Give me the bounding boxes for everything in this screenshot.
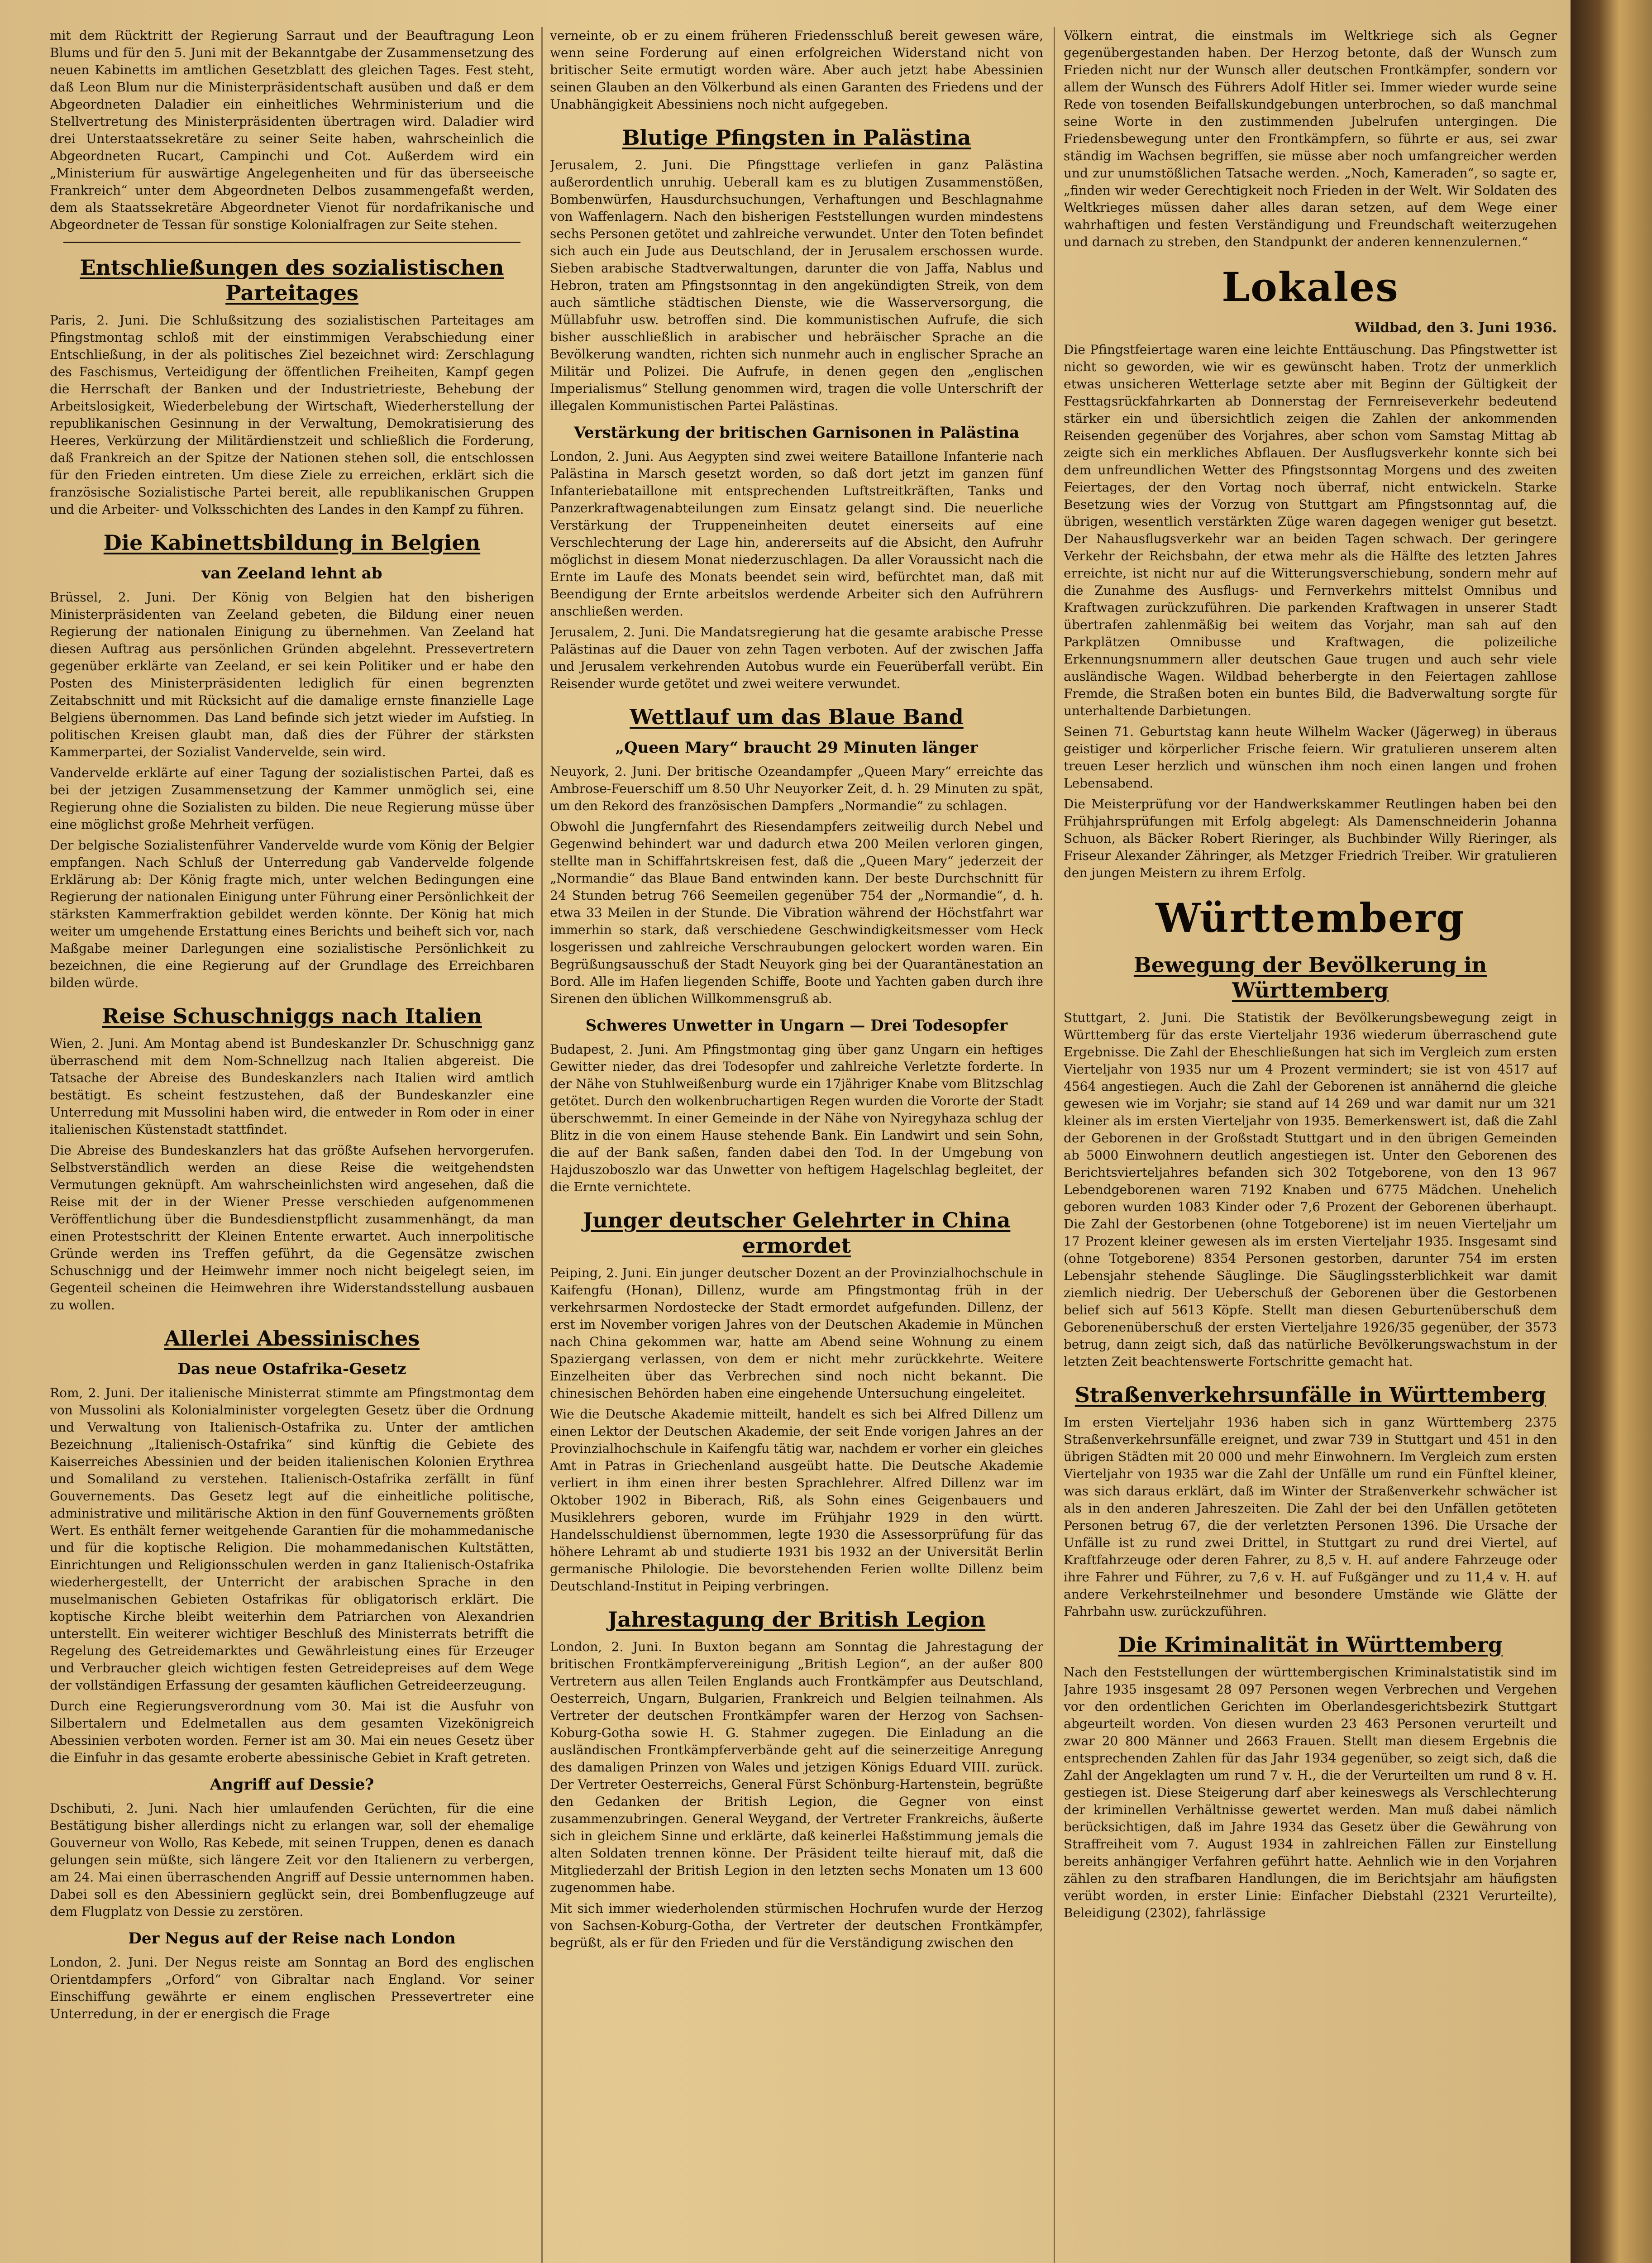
subheadline: „Queen Mary“ braucht 29 Minuten länger [615, 739, 978, 757]
column-rule [1054, 27, 1055, 2263]
subheadline: Das neue Ostafrika-Gesetz [177, 1360, 406, 1378]
headline: Reise Schuschniggs nach Italien [102, 1004, 482, 1028]
article-paragraph: Jerusalem, 2. Juni. Die Pfingsttage verliefen in ganz Palästina außerordentlich unruhig. Ueberall kam es zu blutigen Zusammenstößen, Bombenwürfen, Hausdurchsuchungen, Verhaftungen und Beschlagnahme von Waffenlagern. Nach den bisherigen Feststellungen wurden mindestens sechs Personen getötet und zahlreiche verwundet. Unter den Toten befindet sich auch ein Jude aus Deutschland, der in Jerusalem erschossen wurde. Sieben arabische Stadtverwaltungen, darunter die von Jaffa, Nablus und Hebron, traten am Pfingstsonntag in den angekündigten Streik, von dem auch sämtliche städtischen Dienste, wie die Wasserversorgung, die Müllabfuhr usw. betroffen sind. Die kommunistischen Aufrufe, die sich bisher ausschließlich in arabischer und hebräischer Sprache an die Bevölkerung wandten, richten sich nunmehr auch in englischer Sprache an Militär und Polizei. Die Aufrufe, in denen gegen den „englischen Imperialismus“ Stellung genommen wird, tragen die volle Unterschrift der illegalen Kommunistischen Partei Palästinas. [550, 158, 1043, 413]
article-paragraph: Peiping, 2. Juni. Ein junger deutscher Dozent an der Provinzialhochschule in Kaifengfu (Honan), Dillenz, wurde am Pfingstmontag früh in der verkehrsarmen Nordostecke der Stadt ermordet aufgefunden. Dillenz, der erst im November vorigen Jahres von der Deutschen Akademie in München nach China gekommen war, hatte am Abend seine Wohnung zu einem Spaziergang verlassen, von dem er nicht mehr zurückkehrte. Weitere Einzelheiten über das Verbrechen sind noch nicht bekannt. Die chinesischen Behörden haben eine eingehende Untersuchung eingeleitet. [550, 1265, 1043, 1401]
article-paragraph: Rom, 2. Juni. Der italienische Ministerrat stimmte am Pfingstmontag dem von Mussolini als Kolonialminister vorgelegten Gesetz über die Ordnung und Verwaltung von Italienisch-Ostafrika zu. Unter der amtlichen Bezeichnung „Italienisch-Ostafrika“ sind künftig die Gebiete des Kaiserreiches Abessinien und der beiden italienischen Kolonien Erythrea und Somaliland zu verstehen. Italienisch-Ostafrika zerfällt in fünf Gouvernements. Das Gesetz legt auf die einheitliche politische, administrative und militärische Aktion in den fünf Gouvernements größten Wert. Es enthält ferner weitgehende Garantien für die mohammedanische und für die koptische Religion. Die mohammedanischen Kultstätten, Einrichtungen und Religionsschulen werden in ganz Italienisch-Ostafrika wiederhergestellt, der Unterricht der arabischen Sprache in den muselmanischen Gebieten Ostafrikas für obligatorisch erklärt. Die koptische Kirche bleibt weiterhin dem Patriarchen von Alexandrien unterstellt. Ein weiterer wichtiger Beschluß des Ministerrats betrifft die Regelung des Getreidemarktes und Gewährleistung eines für Erzeuger und Verbraucher gleich wichtigen festen Getreidepreises auf dem Wege der vollständigen Erfassung der gesamten käuflichen Getreideerzeugung. [50, 1385, 534, 1693]
subheadline: van Zeeland lehnt ab [201, 564, 382, 582]
book-binding-edge [1571, 0, 1652, 2263]
article-paragraph: Neuyork, 2. Juni. Der britische Ozeandampfer „Queen Mary“ erreichte das Ambrose-Feuerschiff um 8.50 Uhr Neuyorker Zeit, d. h. 29 Minuten zu spät, um den Rekord des französischen Dampfers „Normandie“ zu schlagen. [550, 764, 1043, 813]
article-paragraph: Brüssel, 2. Juni. Der König von Belgien hat den bisherigen Ministerpräsidenten van Zeeland gebeten, die Bildung einer neuen Regierung der nationalen Einigung zu übernehmen. Van Zeeland hat diesen Auftrag aus persönlichen Gründen abgelehnt. Pressevertretern gegenüber erklärte van Zeeland, er sei kein Politiker und er habe den Posten des Ministerpräsidenten lediglich für einen begrenzten Zeitabschnitt und mit Rücksicht auf die damalige ernste finanzielle Lage Belgiens übernommen. Das Land befinde sich jetzt wieder im Aufstieg. In politischen Kreisen glaubt man, daß dies der Führer der stärksten Kammerpartei, der Sozialist Vandervelde, sein wird. [50, 590, 534, 759]
subheadline: Verstärkung der britischen Garnisonen in Palästina [573, 424, 1020, 442]
separator [63, 242, 520, 243]
article-paragraph: London, 2. Juni. Aus Aegypten sind zwei weitere Bataillone Infanterie nach Palästina in Marsch gesetzt worden, so daß dort jetzt im ganzen fünf Infanteriebataillone mit entsprechenden Luftstreitkräften, Tanks und Panzerkraftwagenabteilungen zum Einsatz gelangt sind. Die neuerliche Verstärkung der Truppeneinheiten deutet einerseits auf eine Verschlechterung der Lage hin, andererseits auf die Absicht, den Aufruhr möglichst in diesem Monat niederzuschlagen. Da aller Voraussicht nach die Ernte im Laufe des Monats beendet sein wird, befürchtet man, daß mit Beendigung der Ernte arbeitslos werdende Arbeiter sich den Aufrührern anschließen werden. [550, 449, 1043, 619]
section-title: Lokales [1222, 263, 1399, 310]
article-paragraph: Im ersten Vierteljahr 1936 haben sich in ganz Württemberg 2375 Straßenverkehrsunfälle ereignet, und zwar 739 in Stuttgart und 451 in den übrigen Städten mit 20 000 und mehr Einwohnern. Im Vergleich zum ersten Vierteljahr von 1935 war die Zahl der Unfälle um rund ein Fünftel kleiner, was sich daraus erklärt, daß im Winter der Straßenverkehr schwächer ist als in den anderen Jahreszeiten. Die Zahl der bei den Unfällen getöteten Personen betrug 67, die der verletzten Personen 1396. Die Ursache der Unfälle ist zu rund zwei Drittel, in Stuttgart zu rund drei Viertel, auf Kraftfahrzeuge oder deren Fahrer, zu 8,5 v. H. auf andere Fahrzeuge oder ihre Fahrer und Führer, zu 7,6 v. H. auf Fußgänger und zu 11,4 v. H. auf andere Verkehrsteilnehmer und besondere Umstände wie Glätte der Fahrbahn usw. zurückzuführen. [1064, 1415, 1557, 1619]
article-paragraph: London, 2. Juni. In Buxton begann am Sonntag die Jahrestagung der britischen Frontkämpfervereinigung „British Legion“, an der außer 800 Vertretern aus allen Teilen Englands auch Frontkämpfer aus Deutschland, Oesterreich, Ungarn, Bulgarien, Frankreich und Belgien teilnahmen. Als Vertreter der deutschen Frontkämpfer waren der Herzog von Sachsen-Koburg-Gotha sowie H. G. Stahmer zugegen. Die Einladung an die ausländischen Frontkämpferverbände geht auf die seinerzeitige Anregung des damaligen Prinzen von Wales und jetzigen Königs Eduard VIII. zurück. Der Vertreter Oesterreichs, General Fürst Schönburg-Hartenstein, begrüßte den Gedanken der British Legion, die Gegner von einst zusammenzubringen. General Weygand, der Vertreter Frankreichs, äußerte sich in gleichem Sinne und erklärte, daß keinerlei Haßstimmung jemals die alten Soldaten trennen könne. Der Präsident teilte hierauf mit, daß die Mitgliederzahl der British Legion in den letzten sechs Monaten um 13 600 zugenommen habe. [550, 1639, 1043, 1895]
headline: Die Kabinettsbildung in Belgien [103, 530, 481, 555]
subheadline: Angriff auf Dessie? [210, 1776, 374, 1794]
headline: Junger deutscher Gelehrter in China ermordet [582, 1208, 1011, 1258]
article-paragraph: Mit sich immer wiederholenden stürmischen Hochrufen wurde der Herzog von Sachsen-Koburg-Gotha, der Vertreter der deutschen Frontkämpfer, begrüßt, als er für den Frieden und für die Verständigung zwischen den [550, 1901, 1043, 1950]
article-paragraph: Durch eine Regierungsverordnung vom 30. Mai ist die Ausfuhr von Silbertalern und Edelmetallen aus dem gesamten Vizekönigreich Abessinien verboten worden. Ferner ist am 30. Mai ein neues Gesetz über die Einfuhr in das gesamte eroberte abessinische Gebiet in Kraft getreten. [50, 1699, 534, 1765]
article-paragraph: Nach den Feststellungen der württembergischen Kriminalstatistik sind im Jahre 1935 insgesamt 28 097 Personen wegen Verbrechen und Vergehen vor den ordentlichen Gerichten im Oberlandesgerichtsbezirk Stuttgart abgeurteilt worden. Von diesen wurden 23 463 Personen verurteilt und zwar 20 800 Männer und 2663 Frauen. Stellt man diesem Ergebnis die entsprechenden Zahlen für das Jahr 1934 gegenüber, so zeigt sich, daß die Zahl der Angeklagten um rund 7 v. H., die der Verurteilten um rund 8 v. H. gestiegen ist. Diese Steigerung darf aber keineswegs als Verschlechterung der kriminellen Verhältnisse gewertet werden. Man muß dabei nämlich berücksichtigen, daß im Jahre 1934 das Gesetz über die Gewährung von Straffreiheit vom 7. August 1934 in zahlreichen Fällen zur Einstellung bereits anhängiger Verfahren geführt hatte. Aehnlich wie in den Vorjahren zählen zu den strafbaren Handlungen, die im Berichtsjahr am häufigsten verübt worden, in erster Linie: Einfacher Diebstahl (2321 Verurteilte), Beleidigung (2302), fahrlässige [1064, 1665, 1557, 1920]
headline: Entschließungen des sozialistischen Parteitages [80, 255, 504, 305]
column-rule [541, 27, 543, 2263]
article-paragraph: Wie die Deutsche Akademie mitteilt, handelt es sich bei Alfred Dillenz um einen Lektor der Deutschen Akademie, der seit Ende vorigen Jahres an der Provinzialhochschule in Kaifengfu tätig war, nachdem er vorher ein gleiches Amt in Patras in Griechenland ausgeübt hatte. Die Deutsche Akademie verliert in ihm einen ihrer besten Sprachlehrer. Alfred Dillenz war im Oktober 1902 in Biberach, Riß, als Sohn eines Geigenbauers und Musiklehrers geboren, wurde im Frühjahr 1929 in den württ. Handelsschuldienst übernommen, legte 1930 die Assessorprüfung für das höhere Lehramt ab und studierte 1931 bis 1932 an der Universität Berlin germanische Philologie. Die bevorstehenden Ferien wollte Dillenz beim Deutschland-Institut in Peiping verbringen. [550, 1407, 1043, 1594]
article-paragraph: Seinen 71. Geburtstag kann heute Wilhelm Wacker (Jägerweg) in überaus geistiger und körperlicher Frische feiern. Wir gratulieren unserem alten treuen Leser herzlich und wünschen ihm noch einen langen und frohen Lebensabend. [1064, 724, 1557, 791]
headline: Jahrestagung der British Legion [607, 1607, 986, 1632]
headline: Bewegung der Bevölkerung in Württemberg [1133, 953, 1487, 1003]
article-paragraph: Die Pfingstfeiertage waren eine leichte Enttäuschung. Das Pfingstwetter ist nicht so geworden, wie wir es gewünscht haben. Trotz der unmerklich etwas unsicheren Wetterlage setzte aber mit Beginn der Gültigkeit der Festtagsrückfahrkarten ab Donnerstag der Fernreiseverkehr bedeutend stärker ein und übersichtlich zeigen die Zahlen der ankommenden Reisenden gegenüber des Vorjahres, aber schon vom Samstag Mittag ab zeigte sich ein merkliches Abflauen. Der Ausflugsverkehr konnte sich bei dem unfreundlichen Wetter des Pfingstsonntag Morgens und des zweiten Feiertages, der den Vortag noch überraf, nicht entwickeln. Starke Besetzung wies der Vorzug von Stuttgart am Pfingstsonntag auf, die übrigen, wesentlich verstärkten Züge waren dagegen weniger gut besetzt. Der Nahausflugsverkehr war an beiden Tagen schwach. Der geringere Verkehr der Reichsbahn, der etwa mehr als die Hälfte des letzten Jahres erreichte, ist nicht nur auf die Witterungsverschiebung, sondern mehr auf die Zunahme des Ausflugs- und Fernverkehrs mittelst Omnibus und Kraftwagen zurückzuführen. Die parkenden Kraftwagen in unserer Stadt übertrafen zahlenmäßig bei weitem das Vorjahr, man sah auf den Parkplätzen Omnibusse und Kraftwagen, die polizeiliche Erkennungsnummern aller deutschen Gaue trugen und auch sehr viele ausländische Wagen. Wildbad beherbergte in den Feiertagen zahllose Fremde, die Straßen boten ein buntes Bild, die Badverwaltung sorgte für unterhaltende Darbietungen. [1064, 342, 1557, 718]
subheadline: Der Negus auf der Reise nach London [128, 1929, 456, 1948]
article-paragraph: mit dem Rücktritt der Regierung Sarraut und der Beauftragung Leon Blums und für den 5. Juni mit der Bekanntgabe der Zusammensetzung des neuen Kabinetts im amtlichen Gesetzblatt des gleichen Tages. Fest steht, daß Leon Blum nur die Ministerpräsidentschaft ausüben und daß er dem Abgeordneten Daladier ein einheitliches Wehrministerium und die Stellvertretung des Ministerpräsidenten übertragen wird. Daladier wird drei Unterstaatssekretäre zu seiner Seite haben, wahrscheinlich die Abgeordneten Rucart, Campinchi und Cot. Außerdem wird ein „Ministerium für auswärtige Angelegenheiten und für das überseeische Frankreich“ unter dem Abgeordneten Delbos zusammengefaßt werden, dem als Staatssekretäre Abgeordneter Vienot für nordafrikanische und Abgeordneter de Tessan für sonstige Kolonialfragen zur Seite stehen. [50, 28, 534, 232]
article-paragraph: Vandervelde erklärte auf einer Tagung der sozialistischen Partei, daß es bei der jetzigen Zusammensetzung der Kammer unmöglich sei, eine Regierung ohne die Sozialisten zu bilden. Die neue Regierung müsse über eine möglichst große Mehrheit verfügen. [50, 765, 534, 832]
article-paragraph: London, 2. Juni. Der Negus reiste am Sonntag an Bord des englischen Orientdampfers „Orford“ von Gibraltar nach England. Vor seiner Einschiffung gewährte er einem englischen Pressevertreter eine Unterredung, in der er energisch die Frage [50, 1955, 534, 2021]
article-paragraph: Stuttgart, 2. Juni. Die Statistik der Bevölkerungsbewegung zeigt in Württemberg für das erste Vierteljahr 1936 wiederum überraschend gute Ergebnisse. Die Zahl der Eheschließungen hat sich im Vergleich zum ersten Vierteljahr von 1935 nur um 4 Prozent vermindert; sie ist von 4517 auf 4564 angestiegen. Auch die Zahl der Geborenen ist annähernd die gleiche gewesen wie im Vorjahr; sie stand auf 14 269 und war damit nur um 321 kleiner als im ersten Vierteljahr von 1935. Bemerkenswert ist, daß die Zahl der Geborenen in der Großstadt Stuttgart und in den übrigen Gemeinden ab 5000 Einwohnern deutlich angestiegen ist. Unter den Geborenen des Berichtsvierteljahres befanden sich 302 Totgeborene, von den 13 967 Lebendgeborenen waren 7192 Knaben und 6775 Mädchen. Unehelich geboren wurden 1083 Kinder oder 7,6 Prozent der Geborenen überhaupt. Die Zahl der Gestorbenen (ohne Totgeborene) ist im neuen Vierteljahr um 17 Prozent kleiner gewesen als im ersten Vierteljahr 1935. Insgesamt sind (ohne Totgeborene) 8354 Personen gestorben, darunter 754 im ersten Lebensjahr stehende Säuglinge. Die Säuglingssterblichkeit war damit ziemlich niedrig. Der Ueberschuß der Geborenen über die Gestorbenen belief sich auf 5613 Köpfe. Stellt man diesen Geburtenüberschuß dem Geborenenüberschuß der ersten Vierteljahre 1926/35 gegenüber, der 3573 betrug, dann zeigt sich, daß das natürliche Bevölkerungswachstum in der letzten Zeit beachtenswerte Fortschritte gemacht hat. [1064, 1010, 1557, 1369]
article-paragraph: Völkern eintrat, die einstmals im Weltkriege sich als Gegner gegenübergestanden haben. Der Herzog betonte, daß der Wunsch zum Frieden nicht nur der Wunsch aller deutschen Frontkämpfer, sondern vor allem der Wunsch des Führers Adolf Hitler sei. Immer wieder wurde seine Rede von tosenden Beifallskundgebungen unterbrochen, so daß manchmal seine Worte in den zustimmenden Jubelrufen untergingen. Die Friedensbewegung unter den Frontkämpfern, so führte er aus, sei zwar ständig im Wachsen begriffen, sie müsse aber noch umfangreicher werden und zur unumstößlichen Tatsache werden. „Noch, Kameraden“, so sagte er, „finden wir weder Gerechtigkeit noch Frieden in der Welt. Wir Soldaten des Weltkrieges müssen daher alles daran setzen, auf dem Wege einer wahrhaftigen und festen Verständigung und Freundschaft weiterzugehen und darnach zu streben, den Standpunkt der anderen kennenzulernen.“ [1064, 28, 1557, 249]
headline: Die Kriminalität in Württemberg [1118, 1633, 1503, 1657]
headline: Blutige Pfingsten in Palästina [622, 125, 971, 150]
article-paragraph: Obwohl die Jungfernfahrt des Riesendampfers zeitweilig durch Nebel und Gegenwind behindert war und dadurch etwa 200 Meilen verloren gingen, stellte man in Schiffahrtskreisen fest, daß die „Queen Mary“ jederzeit der „Normandie“ das Blaue Band entwinden kann. Der beste Durchschnitt für 24 Stunden betrug 766 Seemeilen gegenüber 754 der „Normandie“, d. h. etwa 33 Meilen in der Stunde. Die Vibration während der Höchstfahrt war immerhin so stark, daß verschiedene Geschwindigkeitsmesser vom Heck losgerissen und zahlreiche Verschraubungen gelockert worden waren. Ein Begrüßungsausschuß der Stadt Neuyork ging bei der Quarantänestation an Bord. Alle im Hafen liegenden Schiffe, Boote und Yachten gaben durch ihre Sirenen den üblichen Willkommensgruß ab. [550, 819, 1043, 1006]
headline: Straßenverkehrsunfälle in Württemberg [1074, 1383, 1546, 1407]
article-paragraph: verneinte, ob er zu einem früheren Friedensschluß bereit gewesen wäre, wenn seine Forderung auf einen erfolgreichen Widerstand nicht von britischer Seite ermutigt worden wäre. Aber auch jetzt habe Abessinien seinen Glauben an den Völkerbund als einen Garanten des Friedens und der Unabhängigkeit Abessiniens noch nicht aufgegeben. [550, 28, 1043, 112]
article-paragraph: Dschibuti, 2. Juni. Nach hier umlaufenden Gerüchten, für die eine Bestätigung bisher allerdings nicht zu erlangen war, soll der ehemalige Gouverneur von Wollo, Ras Kebede, mit seinen Truppen, denen es danach gelungen sein müßte, sich längere Zeit vor den Italienern zu verbergen, am 24. Mai einen überraschenden Angriff auf Dessie unternommen haben. Dabei soll es den Abessiniern geglückt sein, drei Bombenflugzeuge auf dem Flugplatz von Dessie zu zerstören. [50, 1801, 534, 1919]
article-paragraph: Die Meisterprüfung vor der Handwerkskammer Reutlingen haben bei den Frühjahrsprüfungen mit Erfolg abgelegt: Als Damenschneiderin Johanna Schuon, als Bäcker Robert Rieringer, als Buchbinder Willy Rieringer, als Friseur Alexander Zähringer, als Metzger Friedrich Treiber. Wir gratulieren den jungen Meistern zu ihrem Erfolg. [1064, 797, 1557, 880]
headline: Wettlauf um das Blaue Band [630, 705, 964, 729]
article-paragraph: Wien, 2. Juni. Am Montag abend ist Bundeskanzler Dr. Schuschnigg ganz überraschend mit dem Nom-Schnellzug nach Italien abgereist. Die Tatsache der Abreise des Bundeskanzlers nach Italien wird amtlich bestätigt. Es scheint festzustehen, daß der Bundeskanzler eine Unterredung mit Mussolini haben wird, die entweder in Rom oder in einer italienischen Küstenstadt stattfindet. [50, 1036, 534, 1137]
column-3 [1064, 27, 1557, 2263]
article-paragraph: Jerusalem, 2. Juni. Die Mandatsregierung hat die gesamte arabische Presse Palästinas auf die Dauer von zehn Tagen verboten. Auf der zwischen Jaffa und Jerusalem verkehrenden Autobus wurde ein Feuerüberfall verübt. Ein Reisender wurde getötet und zwei weitere verwundet. [550, 625, 1043, 691]
column-1 [50, 27, 534, 2263]
article-paragraph: Paris, 2. Juni. Die Schlußsitzung des sozialistischen Parteitages am Pfingstmontag schloß mit der einstimmigen Verabschiedung einer Entschließung, in der als politisches Ziel bezeichnet wird: Zerschlagung des Faschismus, Verteidigung der öffentlichen Freiheiten, Kampf gegen die Herrschaft der Banken und der Industrietrieste, Behebung der Arbeitslosigkeit, Wiederbelebung der Wirtschaft, Wiederherstellung der republikanischen Gesinnung in der Verwaltung, Demokratisierung des Heeres, Verkürzung der Militärdienstzeit und schließlich die Forderung, daß Frankreich an der Spitze der Nationen stehen soll, die entschlossen für den Frieden eintreten. Um diese Ziele zu erreichen, erklärt sich die französische Sozialistische Partei bereit, alle republikanischen Gruppen und die Arbeiter- und Volksschichten des Landes in den Kampf zu führen. [50, 313, 534, 517]
article-paragraph: Budapest, 2. Juni. Am Pfingstmontag ging über ganz Ungarn ein heftiges Gewitter nieder, das drei Todesopfer und zahlreiche Verletzte forderte. In der Nähe von Stuhlweißenburg wurde ein 17jähriger Knabe vom Blitzschlag getötet. Durch den wolkenbruchartigen Regen wurden die Vororte der Stadt überschwemmt. In einer Gemeinde in der Nähe von Nyiregyhaza schlug der Blitz in die von einem Hause stehende Bank. Ein Landwirt und sein Sohn, die auf der Bank saßen, fanden dabei den Tod. In der Umgebung von Hajduszoboszlo war das Unwetter von heftigem Hagelschlag begleitet, der die Ernte vernichtete. [550, 1042, 1043, 1194]
column-2 [550, 27, 1043, 2263]
dateline: Wildbad, den 3. Juni 1936. [1355, 320, 1557, 336]
headline: Allerlei Abessinisches [164, 1326, 420, 1351]
article-paragraph: Der belgische Sozialistenführer Vandervelde wurde vom König der Belgier empfangen. Nach Schluß der Unterredung gab Vandervelde folgende Erklärung ab: Der König fragte mich, unter welchen Bedingungen eine Regierung der nationalen Einigung unter Führung einer Persönlichkeit der stärksten Kammerfraktion gebildet werden könnte. Der König hat mich weiter um umgehende Erstattung eines Berichts und beiheft sich vor, nach Maßgabe meiner Darlegungen eine sozialistische Persönlichkeit zu bezeichnen, die eine Regierung auf der Grundlage des Erreichbaren bilden würde. [50, 838, 534, 990]
subheadline: Schweres Unwetter in Ungarn — Drei Todesopfer [585, 1017, 1008, 1035]
article-paragraph: Die Abreise des Bundeskanzlers hat das größte Aufsehen hervorgerufen. Selbstverständlich werden an diese Reise die weitgehendsten Vermutungen geknüpft. Am wahrscheinlichsten wird angesehen, daß die Reise mit der in der Wiener Presse verschieden aufgenommenen Veröffentlichung über die Bundesdienstpflicht zusammenhängt, da man einen Protestschritt der Kleinen Entente erwartet. Auch innerpolitische Gründe werden ins Treffen geführt, da die Gegensätze zwischen Schuschnigg und der Heimwehr immer noch nicht beigelegt seien, im Gegenteil scheinen die Heimwehren ihre Widerstandsstellung ausbauen zu wollen. [50, 1143, 534, 1313]
section-title: Württemberg [1155, 894, 1465, 941]
